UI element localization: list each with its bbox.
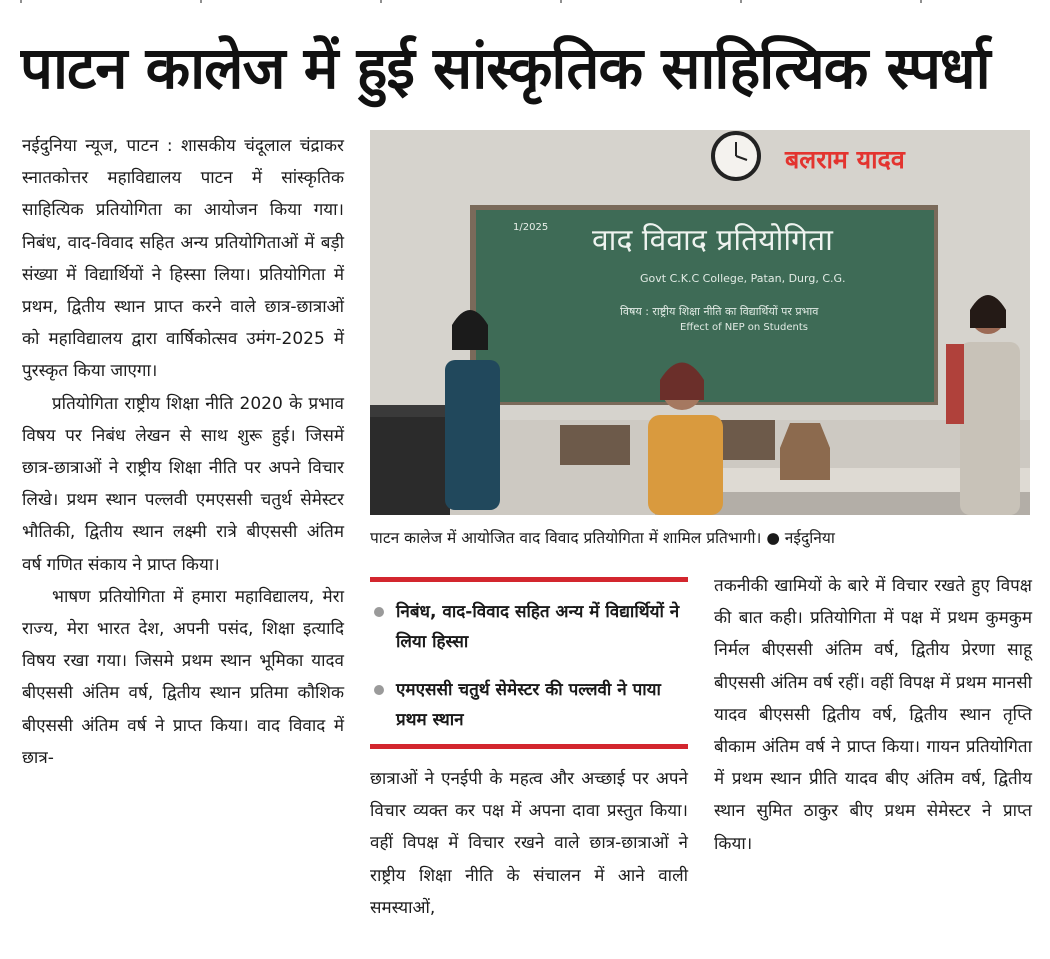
podium xyxy=(370,410,450,515)
seated-figure xyxy=(648,415,723,515)
photo-caption: पाटन कालेज में आयोजित वाद विवाद प्रतियोगिता में शामिल प्रतिभागी। ● नईदुनिया xyxy=(370,529,835,547)
column2-paragraph-1: छात्राओं ने एनईपी के महत्व और अच्छाई पर अपने विचार व्यक्त कर पक्ष में अपना दावा प्रस्तुत किया। वहीं विपक्ष में विचार रखने वाले छात्र-छात्राओं ने राष्ट्रीय शिक्षा नीति के संचालन में आने वाली समस्याओं, xyxy=(370,769,688,918)
top-rule xyxy=(0,0,1050,6)
column1-paragraph-3: भाषण प्रतियोगिता में हमारा महाविद्यालय, मेरा राज्य, मेरा भारत देश, अपनी पसंद, शिक्षा इत्यादि विषय रखा गया। जिसमे प्रथम स्थान भूमिका यादव बीएससी अंतिम वर्ष, द्वितीय स्थान प्रतिमा कौशिक बीएससी अंतिम वर्ष ने प्राप्त किया। वाद विवाद में छात्र- xyxy=(22,586,344,768)
highlights-top-rule xyxy=(370,577,688,582)
board-date: 1/2025 xyxy=(513,222,549,233)
handbag xyxy=(780,423,830,480)
classroom-photo-illustration xyxy=(370,130,1030,515)
board-line-3: Effect of NEP on Students xyxy=(680,322,808,333)
column1-paragraph-1: नईदुनिया न्यूज, पाटन : शासकीय चंदूलाल चंद्राकर स्नातकोत्तर महाविद्यालय पाटन में सांस्कृतिक साहित्यिक प्रतियोगिता का आयोजन किया गया। निबंध, वाद-विवाद सहित अन्य प्रतियोगिताओं में बड़ी संख्या में विद्यार्थियों ने हिस्सा लिया। प्रतियोगिता में प्रथम, द्वितीय स्थान प्राप्त करने वाले छात्र-छात्राओं को महाविद्यालय द्वारा वार्षिकोत्सव उमंग-2025 में पुरस्कृत किया जाएगा। xyxy=(22,136,344,382)
photo-watermark: बलराम यादव xyxy=(785,145,905,174)
board-title: वाद विवाद प्रतियोगिता xyxy=(592,223,833,258)
highlight-text: एमएससी चतुर्थ सेमेस्टर की पल्लवी ने पाया प्रथम स्थान xyxy=(396,680,661,730)
board-line-2: विषय : राष्ट्रीय शिक्षा नीति का विद्यार्थियों पर प्रभाव xyxy=(620,305,819,318)
bullet-icon xyxy=(374,685,384,695)
column1-paragraph-2: प्रतियोगिता राष्ट्रीय शिक्षा नीति 2020 के प्रभाव विषय पर निबंध लेखन से साथ शुरू हुई। जिसमें छात्र-छात्राओं ने राष्ट्रीय शिक्षा नीति पर अपने विचार लिखे। प्रथम स्थान पल्लवी एमएससी चतुर्थ सेमेस्टर भौतिकी, द्वितीय स्थान लक्ष्मी रात्रे बीएससी अंतिम वर्ष गणित संकाय ने प्राप्त किया। xyxy=(22,393,344,575)
headline: पाटन कालेज में हुई सांस्कृतिक साहित्यिक स्पर्धा xyxy=(20,34,990,102)
highlights-box xyxy=(370,577,688,749)
bullet-icon xyxy=(374,607,384,617)
standing-figure-right xyxy=(960,342,1020,515)
highlights-bottom-rule xyxy=(370,744,688,749)
article-column-1 xyxy=(22,130,344,774)
article-column-3 xyxy=(714,570,1032,860)
highlight-text: निबंध, वाद-विवाद सहित अन्य में विद्यार्थियों ने लिया हिस्सा xyxy=(396,602,680,652)
article-column-2 xyxy=(370,763,688,924)
board-line-1: Govt C.K.C College, Patan, Durg, C.G. xyxy=(640,272,846,285)
highlight-item xyxy=(370,675,688,735)
speaker-figure xyxy=(445,360,500,510)
highlight-item xyxy=(370,597,688,657)
column3-paragraph-1: तकनीकी खामियों के बारे में विचार रखते हुए विपक्ष की बात कही। प्रतियोगिता में पक्ष में प्रथम कुमकुम निर्मल बीएससी अंतिम वर्ष, द्वितीय प्रेरणा साहू बीएससी अंतिम वर्ष रहीं। वहीं विपक्ष में प्रथम मानसी यादव बीएससी द्वितीय वर्ष, द्वितीय स्थान तृप्ति बीकाम अंतिम वर्ष ने प्राप्त किया। गायन प्रतियोगिता में प्रथम स्थान प्रीति यादव बीए अंतिम वर्ष, द्वितीय स्थान सुमित ठाकुर बीए प्रथम सेमेस्टर ने प्राप्त किया। xyxy=(714,576,1032,854)
news-photo xyxy=(370,130,1030,515)
